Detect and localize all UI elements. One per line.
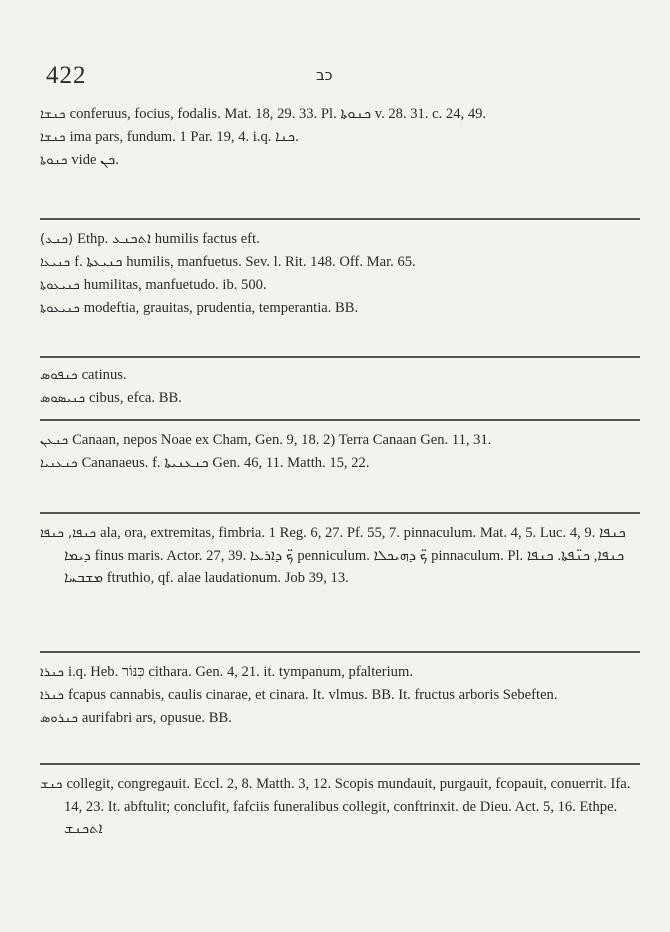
entry-definition: collegit, congregauit. Eccl. 2, 8. Matth. 3, 12. Scopis mundauit, purgauit, fcopauit, conuerrit. Ifa. 14, 23. It. abftulit; conclufit, fafciis funeralibus collegit, conftrinxit. de Dieu. Act. 5, 16. Ethpe. ܐܬܟܢܫ (64, 776, 631, 837)
entry-section (40, 421, 640, 514)
entry-definition: ala, ora, extremitas, fimbria. 1 Reg. 6, 27. Pf. 55, 7. pinnaculum. Mat. 4, 5. Luc. 4, 9. ܟܢܦܐ ܕܝܡܐ finus maris. Actor. 27, 39. ܟ̈ ܕܐܪܥܐ penniculum. ܟ̈ ܕܗܝܟܠܐ pinnaculum. Pl. ܟܢܦܐ, ܟܢ̈ܦܬܐ. ܟܢܦܐ ܡܫܒܚܐ ftruthio, qf. alae laudationum. Job 39, 13. (64, 525, 626, 586)
dictionary-entry (40, 364, 640, 387)
entry-headword: ܟܢܫܐ (40, 130, 66, 145)
running-head: כב (316, 66, 333, 84)
dictionary-entry (40, 684, 640, 707)
entry-definition: modeftia, grauitas, prudentia, temperantia. BB. (83, 300, 359, 316)
entry-definition: vide ܟܢ. (71, 152, 119, 168)
entry-section (40, 653, 640, 765)
dictionary-entry (40, 297, 640, 320)
dictionary-entry (40, 661, 640, 684)
entry-headword: (ܟܢܥ) (40, 232, 74, 247)
entry-definition: ima pars, fundum. 1 Par. 19, 4. i.q. ܟܢܐ. (69, 129, 299, 145)
entry-definition: conferuus, focius, fodalis. Mat. 18, 29. 33. Pl. ܟܢܘܬܐ v. 28. 31. c. 24, 49. (69, 106, 487, 122)
entry-section (40, 100, 640, 220)
entry-definition: i.q. Heb. כִּנּוֹר cithara. Gen. 4, 21. it. tympanum, pfalterium. (67, 664, 413, 680)
entry-sections (40, 100, 640, 878)
dictionary-entry (40, 773, 640, 840)
entry-definition: cibus, efca. BB. (89, 390, 182, 406)
dictionary-entry (40, 274, 640, 297)
entry-section (40, 220, 640, 358)
entry-definition: catinus. (81, 367, 127, 383)
dictionary-entry (40, 251, 640, 274)
entry-section (40, 358, 640, 421)
entry-definition: aurifabri ars, opusue. BB. (81, 710, 232, 726)
entry-definition: Cananaeus. f. ܟܢܥܢܝܬܐ Gen. 46, 11. Matth. 15, 22. (81, 455, 370, 471)
dictionary-entry (40, 387, 640, 410)
dictionary-entry (40, 149, 640, 172)
entry-definition: fcapus cannabis, caulis cinarae, et cinara. It. vlmus. BB. It. fructus arboris Sebeften. (67, 687, 558, 703)
entry-definition: f. ܟܢܝܥܬܐ humilis, manfuetus. Sev. l. Rit. 148. Off. Mar. 65. (74, 254, 416, 270)
entry-headword: ܟܢܪܐ (40, 665, 64, 680)
entry-headword: ܟܢܝܥܘܬܐ (40, 278, 80, 293)
entry-section (40, 514, 640, 653)
dictionary-entry (40, 429, 640, 452)
page-header (46, 62, 636, 92)
page-number: 422 (46, 62, 87, 89)
entry-headword: ܟܢܝܣܘܣ (40, 391, 86, 406)
entry-definition: Ethp. ܐܬܟܢܥ humilis factus eft. (77, 231, 260, 247)
entry-headword: ܟܢܫܐ (40, 107, 66, 122)
entry-headword: ܟܢܘܬܐ (40, 153, 68, 168)
dictionary-entry (40, 452, 640, 475)
entry-headword: ܟܢܪܘܣ (40, 711, 78, 726)
dictionary-entry (40, 522, 640, 589)
entry-headword: ܟܢܥܢ (40, 433, 69, 448)
entry-headword: ܟܢܝܥܐ (40, 255, 71, 270)
entry-definition: humilitas, manfuetudo. ib. 500. (83, 277, 267, 293)
entry-headword: ܟܢܦܐ, ܟܢܦܐ (40, 526, 97, 541)
entry-definition: Canaan, nepos Noae ex Cham, Gen. 9, 18. 2) Terra Canaan Gen. 11, 31. (72, 432, 492, 448)
dictionary-entry (40, 707, 640, 730)
dictionary-entry (40, 228, 640, 251)
entry-headword: ܟܢܥܢܝܐ (40, 456, 78, 471)
entry-headword: ܟܢܝܥܘܬܐ (40, 301, 80, 316)
entry-headword: ܟܢܦܘܣ (40, 368, 78, 383)
entry-headword: ܟܢܫ (40, 777, 63, 792)
dictionary-entry (40, 126, 640, 149)
entry-section (40, 765, 640, 878)
dictionary-entry (40, 103, 640, 126)
entry-headword: ܟܢܪܐ (40, 688, 64, 703)
